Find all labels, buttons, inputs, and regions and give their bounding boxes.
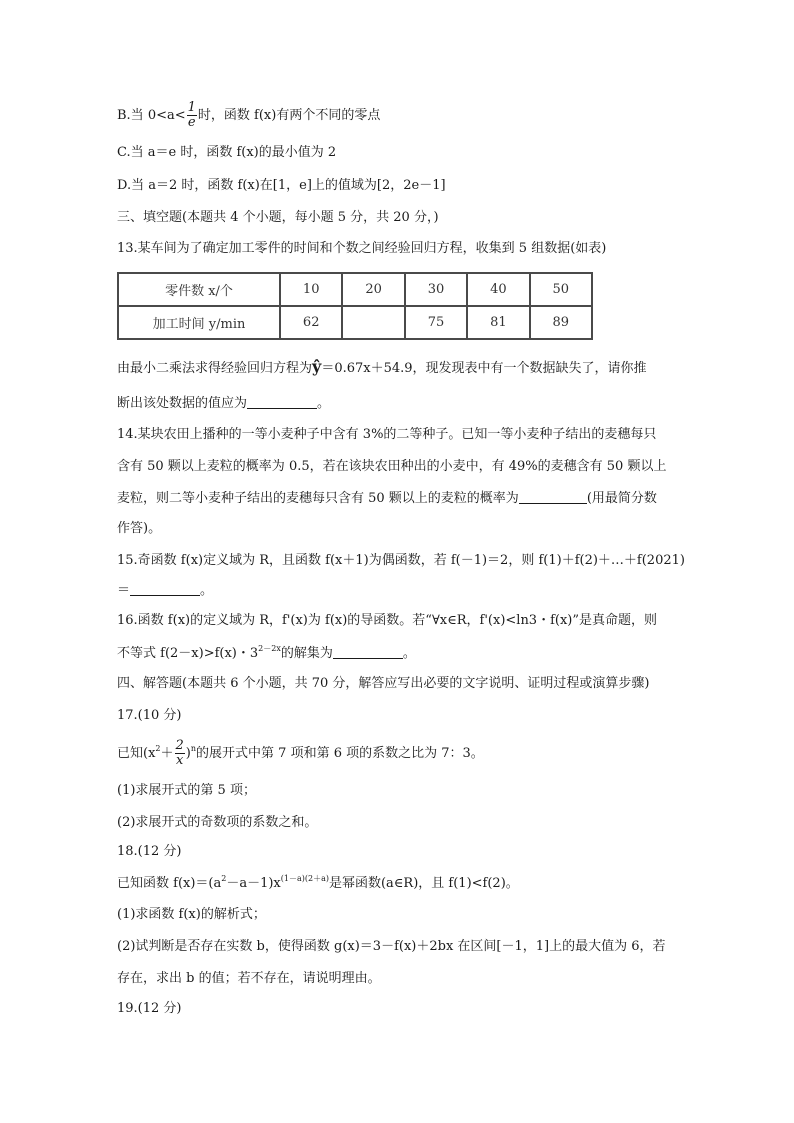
fraction-denominator: x <box>175 753 184 768</box>
q13-text-1b: ＝0.67x＋54.9，现发现表中有一个数据缺失了，请你推 <box>321 361 647 376</box>
table-row <box>118 306 592 339</box>
table-row <box>118 273 592 306</box>
table-header-cell: 加工时间 y/min <box>118 306 280 339</box>
table-cell-missing <box>342 306 404 339</box>
q15-line-2b: 。 <box>200 583 214 598</box>
exponent: 2－2x <box>258 644 281 653</box>
q17-stem <box>117 739 484 768</box>
q15-line-1: 15.奇函数 f(x)定义域为 R，且函数 f(x＋1)为偶函数，若 f(－1)＝2，则 f(1)＋f(2)＋…＋f(2021) <box>117 553 685 568</box>
table-cell: 10 <box>280 273 342 306</box>
q14-line-4: 作答)。 <box>117 521 162 536</box>
fraction-numerator: 1 <box>187 100 196 115</box>
q14-line-3a: 麦粒，则二等小麦种子结出的麦穗每只含有 50 颗以上的麦粒的概率为 <box>117 491 519 506</box>
table-cell: 20 <box>342 273 404 306</box>
q17-stem-c: ) <box>185 746 191 761</box>
table-cell: 81 <box>467 306 529 339</box>
q15-line-2a: ＝ <box>117 583 131 598</box>
q13-text-1a: 由最小二乘法求得经验回归方程为 <box>117 361 313 376</box>
q18-part-2-line-2: 存在，求出 b 的值；若不存在，请说明理由。 <box>117 971 381 986</box>
table-cell: 62 <box>280 306 342 339</box>
exponent: (1－a)(2＋a) <box>280 874 329 883</box>
answer-blank <box>247 396 317 409</box>
answer-blank <box>333 646 403 659</box>
q16-line-2a: 不等式 f(2－x)>f(x)・3 <box>117 646 259 661</box>
option-c: C.当 a＝e 时，函数 f(x)的最小值为 2 <box>117 145 337 160</box>
section-4-title: 四、解答题(本题共 6 个小题，共 70 分，解答应写出必要的文字说明、证明过程或演算步骤) <box>117 676 650 691</box>
q17-stem-a: 已知(x <box>117 746 156 761</box>
q13-text-2a: 断出该处数据的值应为 <box>117 396 248 411</box>
option-b-suffix: 时，函数 f(x)有两个不同的零点 <box>197 108 381 123</box>
q18-stem-b: －a－1)x <box>226 876 281 891</box>
option-b <box>117 101 380 130</box>
q13-text-2 <box>117 395 330 413</box>
q14-line-3b: (用最简分数 <box>586 491 657 506</box>
fraction-numerator: 2 <box>175 738 184 753</box>
q13-text-1 <box>117 358 647 378</box>
q18-score: 18.(12 分) <box>117 844 182 859</box>
fraction-1-over-e <box>187 101 197 130</box>
q17-part-2: (2)求展开式的奇数项的系数之和。 <box>117 815 318 830</box>
q13-intro: 13.某车间为了确定加工零件的时间和个数之间经验回归方程，收集到 5 组数据(如表) <box>117 241 607 256</box>
q14-line-1: 14.某块农田上播种的一等小麦种子中含有 3%的二等种子。已知一等小麦种子结出的麦穗每只 <box>117 427 657 442</box>
q17-stem-b: ＋ <box>160 746 174 761</box>
exponent: 2 <box>221 874 227 883</box>
q17-score: 17.(10 分) <box>117 708 182 723</box>
table-cell: 75 <box>405 306 467 339</box>
q18-part-1: (1)求函数 f(x)的解析式； <box>117 907 266 922</box>
table-cell: 30 <box>405 273 467 306</box>
exponent: n <box>190 744 197 753</box>
q17-part-1: (1)求展开式的第 5 项； <box>117 783 256 798</box>
q18-stem-c: 是幂函数(a∈R)，且 f(1)<f(2)。 <box>328 876 519 891</box>
q16-line-2b: 的解集为 <box>280 646 333 661</box>
answer-blank <box>519 491 587 504</box>
q18-stem-a: 已知函数 f(x)＝(a <box>117 876 222 891</box>
q13-text-2b: 。 <box>317 396 331 411</box>
option-d: D.当 a＝2 时，函数 f(x)在[1，e]上的值域为[2，2e－1] <box>117 178 446 193</box>
q15-line-2 <box>117 582 213 600</box>
q14-line-2: 含有 50 颗以上麦粒的概率为 0.5，若在该块农田种出的小麦中，有 49%的麦穗含有 50 颗以上 <box>117 459 667 474</box>
section-3-title: 三、填空题(本题共 4 个小题，每小题 5 分，共 20 分，) <box>117 210 439 225</box>
table-cell: 40 <box>467 273 529 306</box>
option-b-prefix: B.当 0<a< <box>117 108 186 123</box>
fraction-denominator: e <box>187 115 196 130</box>
q16-line-2 <box>117 645 416 663</box>
q17-stem-d: 的展开式中第 7 项和第 6 项的系数之比为 7：3。 <box>196 746 484 761</box>
table-cell: 89 <box>530 306 592 339</box>
q13-data-table <box>117 272 593 340</box>
q18-part-2-line-1: (2)试判断是否存在实数 b，使得函数 g(x)＝3－f(x)＋2bx 在区间[－1，1]上的最大值为 6，若 <box>117 939 666 954</box>
exponent: 2 <box>155 744 161 753</box>
q16-line-2c: 。 <box>402 646 416 661</box>
table-cell: 50 <box>530 273 592 306</box>
fraction-2-over-x <box>175 739 185 768</box>
table-header-cell: 零件数 x/个 <box>118 273 280 306</box>
q19-score: 19.(12 分) <box>117 1001 182 1016</box>
y-hat-symbol: ŷ <box>312 357 322 376</box>
answer-blank <box>130 583 200 596</box>
q16-line-1: 16.函数 f(x)的定义域为 R，f'(x)为 f(x)的导函数。若“∀x∈R，f'(x)<ln3・f(x)”是真命题，则 <box>117 613 658 628</box>
q18-stem <box>117 875 519 893</box>
q14-line-3 <box>117 490 657 508</box>
